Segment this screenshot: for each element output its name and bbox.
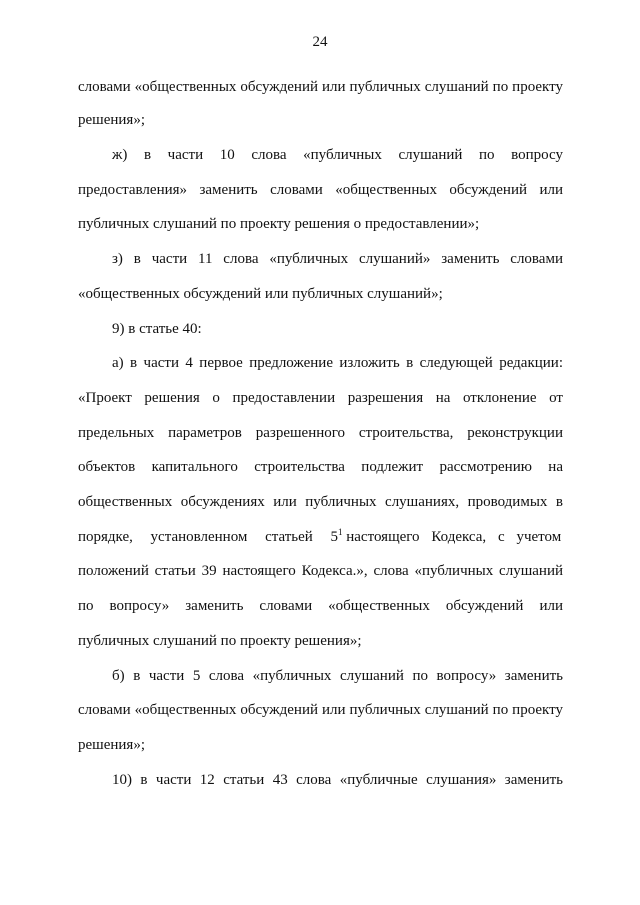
text-line: положений статьи 39 настоящего Кодекса.», слова «публичных слушаний xyxy=(78,563,563,579)
text-line: ж) в части 10 слова «публичных слушаний по вопросу xyxy=(112,147,563,163)
text-line: предельных параметров разрешенного строительства, реконструкции xyxy=(78,425,563,441)
text-line: 10) в части 12 статьи 43 слова «публичные слушания» заменить xyxy=(112,772,563,788)
text-line: «общественных обсуждений или публичных слушаний»; xyxy=(78,286,443,302)
text-line: 9) в статье 40: xyxy=(112,321,202,337)
text-segment: порядке, установленном статьей 5 xyxy=(78,529,338,545)
text-line: «Проект решения о предоставлении разрешения на отклонение от xyxy=(78,390,563,406)
text-line: словами «общественных обсуждений или публичных слушаний по проекту xyxy=(78,702,563,718)
text-line: общественных обсуждениях или публичных слушаниях, проводимых в xyxy=(78,494,563,510)
text-segment: настоящего Кодекса, с учетом xyxy=(346,529,562,545)
text-line: по вопросу» заменить словами «общественных обсуждений или xyxy=(78,598,563,614)
text-line: з) в части 11 слова «публичных слушаний» заменить словами xyxy=(112,251,563,267)
text-line: решения»; xyxy=(78,112,145,128)
text-line: б) в части 5 слова «публичных слушаний по вопросу» заменить xyxy=(112,668,563,684)
text-line: словами «общественных обсуждений или публичных слушаний по проекту xyxy=(78,79,563,95)
text-line: объектов капитального строительства подлежит рассмотрению на xyxy=(78,459,563,475)
text-line xyxy=(78,527,563,547)
text-line: публичных слушаний по проекту решения о предоставлении»; xyxy=(78,216,480,232)
text-line: предоставления» заменить словами «общественных обсуждений или xyxy=(78,182,563,198)
text-line: решения»; xyxy=(78,737,145,753)
page-number: 24 xyxy=(312,34,328,50)
text-line: публичных слушаний по проекту решения»; xyxy=(78,633,362,649)
superscript: 1 xyxy=(338,527,343,537)
text-line: а) в части 4 первое предложение изложить в следующей редакции: xyxy=(112,355,563,371)
